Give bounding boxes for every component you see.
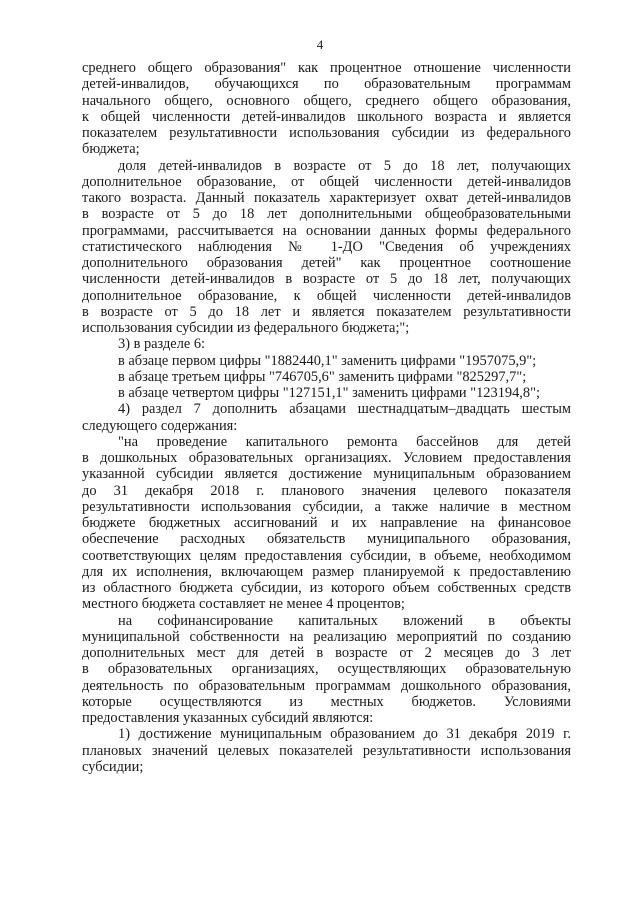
- text-line: бюджете бюджетных ассигнований и их направление на финансовое: [82, 515, 571, 531]
- text-line: плановых значений целевых показателей результативности использования: [82, 742, 571, 759]
- text-line: на софинансирование капитальных вложений в объекты: [118, 612, 571, 629]
- text-line: дополнительного образования детей" как процентное соотношение: [82, 255, 571, 271]
- text-line: предоставления указанных субсидий являются:: [82, 710, 374, 726]
- text-line: среднего общего образования" как процентное отношение численности: [82, 60, 571, 76]
- text-line: в дошкольных образовательных организациях. Условием предоставления: [82, 450, 571, 466]
- text-line: 1) достижение муниципальным образованием до 31 декабря 2019 г.: [118, 726, 571, 743]
- text-line: соответствующих целям предоставления субсидии, в объеме, необходимом: [82, 547, 571, 564]
- text-line: дополнительных мест для детей в возрасте от 2 месяцев до 3 лет: [82, 645, 571, 661]
- text-line: детей-инвалидов, обучающихся по образовательным программам: [82, 76, 571, 93]
- text-line: в абзаце первом цифры "1882440,1" заменить цифрами "1957075,9";: [118, 352, 537, 369]
- text-line: использования субсидии из федерального бюджета;";: [82, 320, 410, 336]
- text-line: показателем результативности использования субсидии из федерального: [82, 125, 571, 141]
- text-line: доля детей-инвалидов в возрасте от 5 до 18 лет, получающих: [118, 157, 571, 174]
- text-line: к общей численности детей-инвалидов школьного возраста и является: [82, 108, 571, 125]
- text-line: субсидии;: [82, 758, 144, 775]
- text-line: в абзаце четвертом цифры "127151,1" заменить цифрами "123194,8";: [118, 385, 540, 401]
- text-line: в абзаце третьем цифры "746705,6" заменить цифрами "825297,7";: [118, 368, 527, 385]
- text-line: такого возраста. Данный показатель характеризует охват детей-инвалидов: [82, 190, 571, 206]
- text-line: начального общего, основного общего, среднего общего образования,: [82, 92, 571, 109]
- text-line: в возрасте от 5 до 18 лет и является показателем результативности: [82, 303, 571, 320]
- text-line: "на проведение капитального ремонта бассейнов для детей: [118, 433, 571, 450]
- document-body: [82, 60, 571, 775]
- text-line: обеспечение расходных обязательств муниципального образования,: [82, 531, 571, 548]
- text-line: дополнительное образование, от общей численности детей-инвалидов: [82, 173, 571, 190]
- text-line: местного бюджета составляет не менее 4 процентов;: [82, 596, 405, 613]
- text-line: в возрасте от 5 до 18 лет дополнительными общеобразовательными: [82, 206, 571, 223]
- text-line: в образовательных организациях, осуществляющих образовательную: [82, 661, 571, 678]
- text-line: следующего содержания:: [82, 417, 238, 434]
- text-line: численности детей-инвалидов в возрасте от 5 до 18 лет, получающих: [82, 271, 571, 288]
- text-line: деятельность по образовательным программам дошкольного образования,: [82, 677, 571, 694]
- text-line: статистического наблюдения № 1-ДО "Сведения об учреждениях: [82, 238, 571, 255]
- text-line: указанной субсидии является достижение муниципальным образованием: [82, 466, 571, 483]
- text-line: для их исполнения, включающем размер планируемой к предоставлению: [82, 563, 571, 580]
- text-line: результативности использования субсидии, а также наличие в местном: [82, 498, 571, 515]
- text-line: программами, рассчитывается на основании данных формы федерального: [82, 222, 571, 239]
- text-line: дополнительное образование, к общей численности детей-инвалидов: [82, 287, 571, 304]
- text-line: муниципальной собственности на реализацию мероприятий по созданию: [82, 628, 571, 645]
- text-line: которые осуществляются из местных бюджетов. Условиями: [82, 693, 571, 710]
- text-line: 4) раздел 7 дополнить абзацами шестнадцатым–двадцать шестым: [118, 401, 571, 418]
- text-line: из областного бюджета субсидии, из которого объем собственных средств: [82, 580, 571, 596]
- text-line: 3) в разделе 6:: [118, 336, 206, 353]
- page-number: 4: [316, 37, 324, 52]
- text-line: до 31 декабря 2018 г. планового значения целевого показателя: [82, 482, 571, 499]
- text-line: бюджета;: [82, 141, 140, 158]
